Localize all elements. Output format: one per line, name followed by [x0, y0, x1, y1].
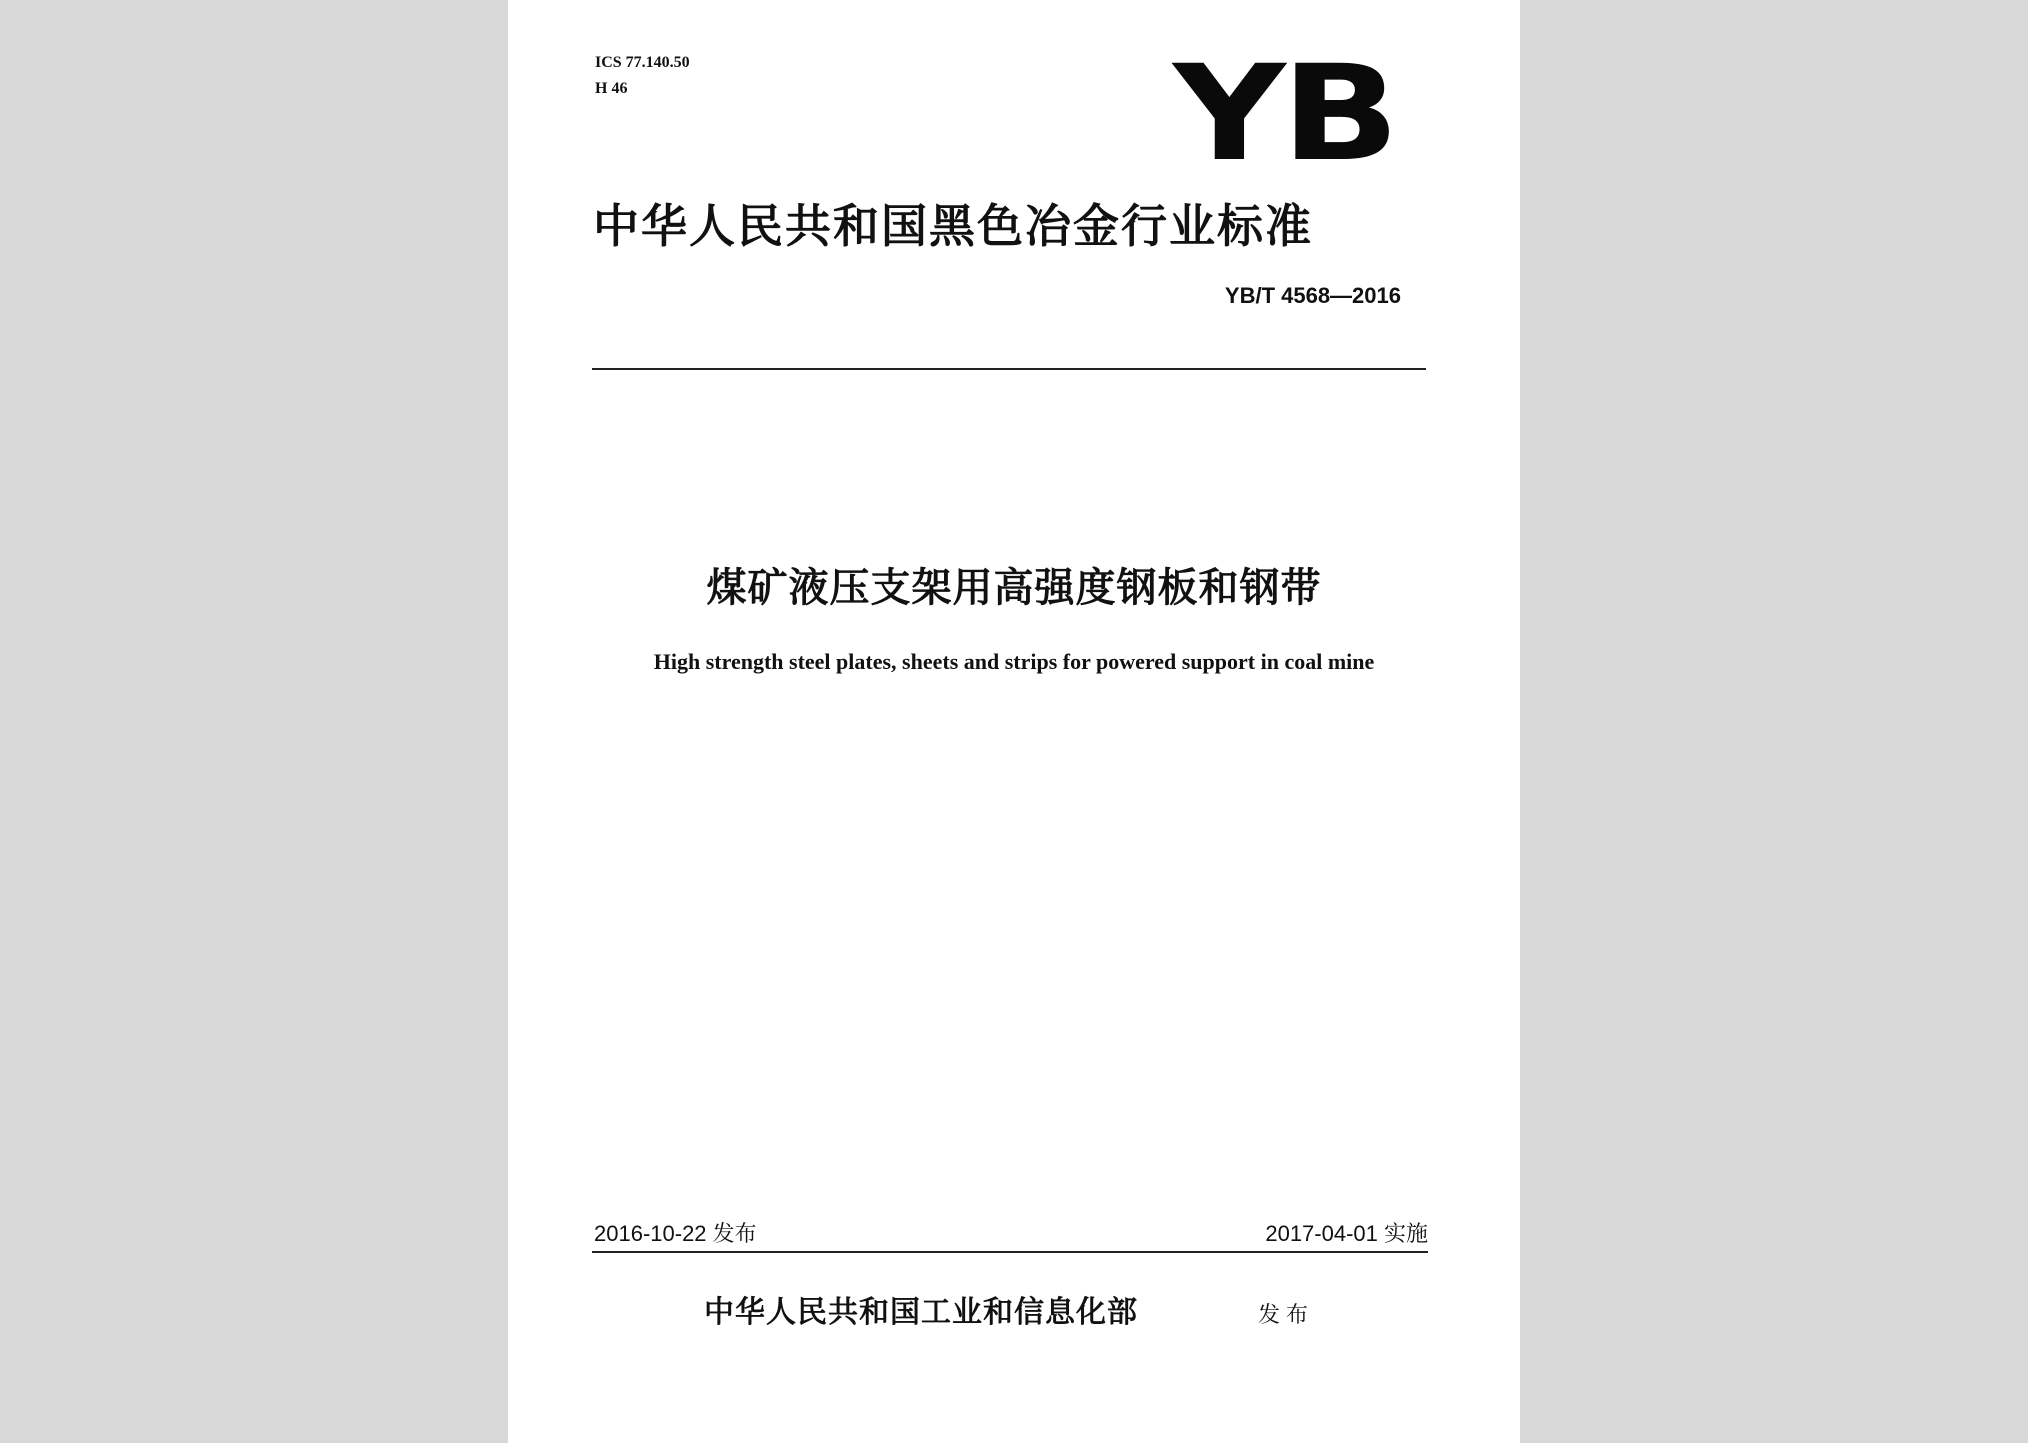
ics-code: ICS 77.140.50: [595, 54, 690, 71]
implementation-date: 2017-04-01 实施: [1265, 1221, 1428, 1246]
organization-title: 中华人民共和国黑色冶金行业标准: [593, 199, 1313, 253]
document-title-chinese: 煤矿液压支架用高强度钢板和钢带: [706, 565, 1322, 611]
bottom-divider: [592, 1251, 1428, 1253]
ccs-code: H 46: [595, 80, 628, 97]
yb-logo: YB: [1173, 37, 1396, 191]
standard-number: YB/T 4568—2016: [1224, 283, 1401, 308]
issue-date: 2016-10-22 发布: [594, 1221, 757, 1246]
document-title-english: High strength steel plates, sheets and strips for powered support in coal mine: [653, 649, 1375, 674]
document-page: [508, 0, 1520, 1443]
issuing-authority: 中华人民共和国工业和信息化部: [704, 1295, 1138, 1330]
issuing-label: 发布: [1258, 1303, 1315, 1328]
top-divider: [592, 368, 1426, 370]
